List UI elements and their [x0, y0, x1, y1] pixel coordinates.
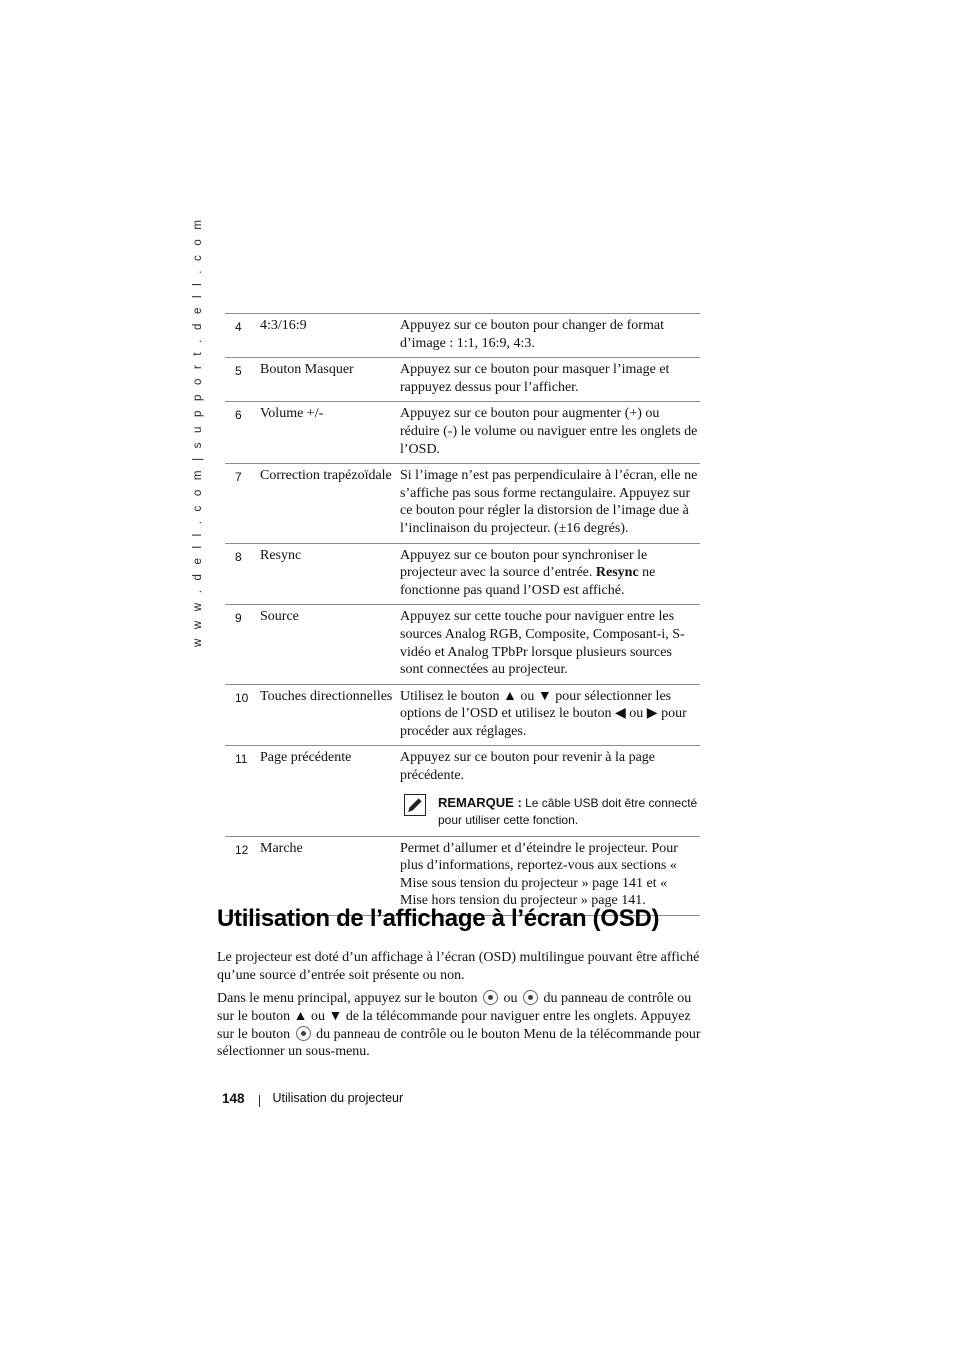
table-row — [225, 543, 700, 605]
row-number: 9 — [235, 611, 242, 626]
pencil-note-icon — [404, 794, 426, 816]
row-number: 8 — [235, 549, 242, 564]
row-description: Si l’image n’est pas perpendiculaire à l’écran, elle ne s’affiche pas sous forme rectangulaire. Appuyez sur ce bouton pour régler la distorsion de l’image due à l’inclinaison du projecteur. (±16 degrés). — [400, 468, 698, 536]
para-text: du panneau de contrôle ou sur le bouton ▲ ou ▼ de la télécommande pour naviguer entre les onglets. Appuyez sur le bouton — [217, 991, 692, 1042]
row-label: Marche — [260, 840, 303, 856]
row-description: Appuyez sur ce bouton pour changer de format d’image : 1:1, 16:9, 4:3. — [400, 318, 664, 351]
row-number: 6 — [235, 408, 242, 423]
row-label: Source — [260, 609, 299, 625]
row-number: 10 — [235, 690, 249, 705]
footer-separator — [259, 1095, 260, 1107]
row-description: Appuyez sur ce bouton pour masquer l’image et rappuyez dessus pour l’afficher. — [400, 362, 670, 395]
row-description: Utilisez le bouton ▲ ou ▼ pour sélectionner les options de l’OSD et utilisez le bouton ◀ ou ▶ pour procéder aux réglages. — [400, 688, 687, 739]
table-row — [225, 836, 700, 915]
row-number: 7 — [235, 470, 242, 485]
down-button-icon — [523, 990, 538, 1005]
table-row — [225, 684, 700, 746]
row-number: 4 — [235, 320, 242, 334]
row-label: Bouton Masquer — [260, 362, 354, 378]
note-title: REMARQUE : — [438, 794, 522, 810]
desc-text: Appuyez sur ce bouton pour revenir à la page précédente. — [400, 750, 656, 784]
remote-control-table — [225, 313, 700, 916]
section-title: Utilisation de l’affichage à l’écran (OSD) — [217, 905, 660, 932]
note-box — [400, 794, 698, 829]
table-row — [225, 358, 700, 402]
table-row — [225, 464, 700, 543]
row-label: Volume +/- — [260, 406, 324, 422]
sidebar-url: w w w . d e l l . c o m | s u p p o r t . d e l l . c o m — [192, 216, 204, 648]
row-label: Correction trapézoïdale — [260, 468, 392, 484]
row-label: Resync — [260, 547, 302, 563]
table-row — [225, 746, 700, 836]
row-label: 4:3/16:9 — [260, 318, 307, 333]
row-label: Touches directionnelles — [260, 688, 393, 704]
row-description — [400, 746, 700, 836]
up-button-icon — [483, 990, 498, 1005]
row-number: 11 — [235, 752, 248, 767]
table-row — [225, 402, 700, 464]
chapter-title: Utilisation du projecteur — [272, 1091, 404, 1105]
table-row — [225, 314, 700, 358]
row-number: 5 — [235, 364, 242, 379]
table-row — [225, 605, 700, 684]
para-text: Dans le menu principal, appuyez sur le bouton — [217, 991, 481, 1006]
row-number: 12 — [235, 842, 249, 857]
desc-part: ne fonctionne pas quand l’OSD est affiché. — [400, 565, 656, 598]
resync-bold: Resync — [595, 565, 639, 581]
para-text: ou — [499, 991, 521, 1006]
intro-paragraph: Le projecteur est doté d’un affichage à l’écran (OSD) multilingue pouvant être affiché qu’une source d’entrée soit présente ou non. — [217, 950, 700, 983]
para-text: du panneau de contrôle ou le bouton Menu de la télécommande pour sélectionner un sous-menu. — [217, 1026, 701, 1060]
row-description: Permet d’allumer et d’éteindre le projecteur. Pour plus d’informations, reportez-vous aux sections « Mise sous tension du projecteur » page 141 et « Mise hors tension du projecteur » page 141. — [400, 840, 678, 909]
page-number: 148 — [222, 1090, 245, 1106]
row-label: Page précédente — [260, 750, 352, 766]
note-text: Le câble USB doit être connecté pour utiliser cette fonction. — [438, 795, 698, 827]
row-description: Appuyez sur ce bouton pour augmenter (+) ou réduire (-) le volume ou naviguer entre les onglets de l’OSD. — [400, 406, 698, 457]
menu-button-icon — [296, 1026, 311, 1041]
row-description: Appuyez sur cette touche pour naviguer entre les sources Analog RGB, Composite, Composant-i, S-vidéo et Analog TPbPr lorsque plusieurs sources sont connectées au projecteur. — [400, 609, 685, 678]
instructions-paragraph — [217, 990, 705, 1061]
row-description — [400, 543, 700, 605]
page-footer — [222, 1088, 403, 1108]
desc-part: Appuyez sur ce bouton pour synchroniser le projecteur avec la source d’entrée. — [400, 547, 648, 581]
